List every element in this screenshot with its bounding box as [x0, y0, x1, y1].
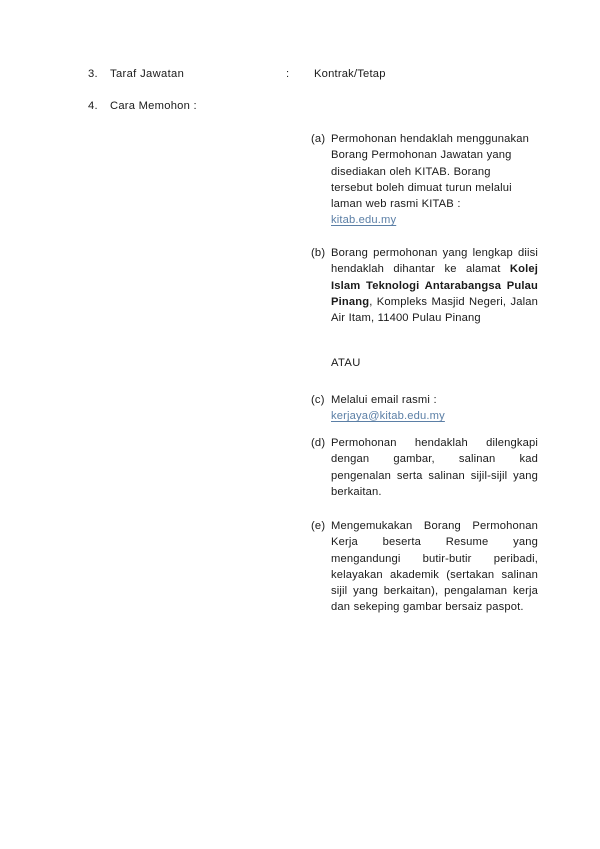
- sub-item-e-marker: (e): [311, 520, 326, 532]
- numbered-item-3: [88, 66, 548, 82]
- item-4-marker: 4.: [88, 100, 98, 112]
- sub-item-b-marker: (b): [311, 247, 326, 259]
- sub-item-a-line-4: tersebut boleh dimuat turun melalui: [331, 181, 512, 194]
- sub-item-b-text-before-bold: Borang permohonan yang lengkap diisi hendaklah dihantar ke alamat: [331, 247, 538, 276]
- item-4-label: Cara Memohon :: [110, 100, 197, 112]
- sub-item-b-text-after-bold: , Kompleks Masjid Negeri, Jalan Air Itam, 11400 Pulau Pinang: [331, 295, 538, 325]
- sub-item-d: [311, 435, 538, 500]
- sub-item-d-marker: (d): [311, 437, 326, 449]
- item-3-label: Taraf Jawatan: [110, 68, 185, 80]
- kitab-website-link[interactable]: kitab.edu.my: [331, 214, 397, 227]
- sub-item-c-marker: (c): [311, 394, 325, 406]
- sub-item-a-line-2: Borang Permohonan Jawatan yang: [331, 149, 512, 162]
- sub-item-c: [311, 392, 538, 425]
- sub-item-a-line-1: Permohonan hendaklah menggunakan: [331, 133, 530, 145]
- sub-item-b: [311, 245, 538, 326]
- sub-item-a: [311, 131, 538, 229]
- separator-atau: ATAU: [331, 357, 361, 369]
- sub-item-c-link-line: [331, 408, 538, 424]
- item-3-marker: 3.: [88, 68, 98, 80]
- kerjaya-email-link[interactable]: kerjaya@kitab.edu.my: [331, 410, 445, 423]
- sub-item-c-text: Melalui email rasmi :: [331, 394, 437, 406]
- sub-item-a-link-line: [331, 212, 538, 228]
- sub-item-e: [311, 518, 538, 616]
- sub-item-d-body: Permohonan hendaklah dilengkapi dengan gambar, salinan kad pengenalan serta salinan sijil-sijil yang berkaitan.: [331, 437, 538, 498]
- numbered-item-4: [88, 98, 548, 114]
- item-3-colon: :: [286, 68, 290, 80]
- sub-item-e-body: Mengemukakan Borang Permohonan Kerja beserta Resume yang mengandungi butir-butir peribadi, kelayakan akademik (sertakan salinan sijil yang berkaitan), pengalaman kerja dan sekeping gambar bersaiz paspot.: [331, 520, 538, 614]
- sub-item-c-body: [331, 392, 538, 425]
- sub-item-a-body: [331, 131, 538, 229]
- sub-item-a-line-3: disediakan oleh KITAB. Borang: [331, 165, 491, 178]
- sub-item-a-line-5: laman web rasmi KITAB :: [331, 198, 461, 211]
- sub-item-b-body: [331, 245, 538, 326]
- sub-item-a-marker: (a): [311, 133, 326, 145]
- item-3-value: Kontrak/Tetap: [314, 68, 386, 80]
- institution-name: Kolej Islam Teknologi Antarabangsa Pulau Pinang: [331, 263, 538, 308]
